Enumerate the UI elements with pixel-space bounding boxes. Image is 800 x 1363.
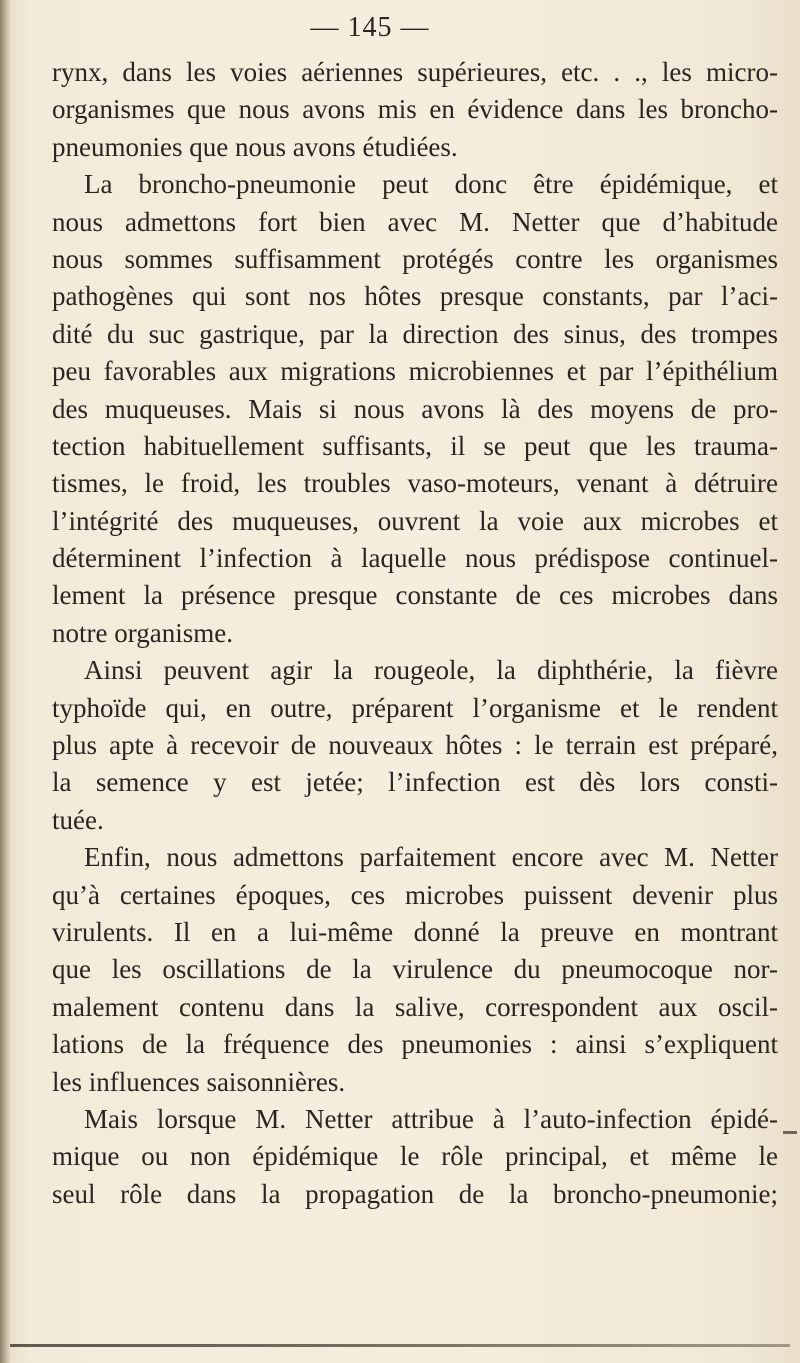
page-number: — 145 — xyxy=(310,12,430,43)
text-line: seul rôle dans la propagation de la broncho-pneumonie; xyxy=(52,1178,778,1209)
text-line: dité du suc gastrique, par la direction des sinus, des trompes xyxy=(52,318,778,349)
text-line: Mais lorsque M. Netter attribue à l’auto-infection épidé- xyxy=(84,1103,778,1134)
text-line: les influences saisonnières. xyxy=(52,1066,346,1097)
body-text xyxy=(52,54,778,1213)
text-line: organismes que nous avons mis en évidence dans les broncho- xyxy=(52,94,778,125)
text-line: peu favorables aux migrations microbiennes et par l’épithélium xyxy=(52,356,778,387)
book-spine-shadow xyxy=(0,0,10,1363)
text-line: des muqueuses. Mais si nous avons là des moyens de pro- xyxy=(52,393,778,424)
text-line: plus apte à recevoir de nouveaux hôtes : le terrain est préparé, xyxy=(52,730,778,761)
text-line: que les oscillations de la virulence du pneumocoque nor- xyxy=(52,954,778,985)
text-line: tuée. xyxy=(52,804,104,835)
text-line: déterminent l’infection à laquelle nous prédispose continuel- xyxy=(52,543,778,574)
text-line: tection habituellement suffisants, il se peut que les trauma- xyxy=(52,430,778,461)
text-line: qu’à certaines époques, ces microbes puissent devenir plus xyxy=(52,879,778,910)
text-line: Enfin, nous admettons parfaitement encore avec M. Netter xyxy=(84,842,778,873)
text-line: nous sommes suffisamment protégés contre les organismes xyxy=(52,243,778,274)
text-line: notre organisme. xyxy=(52,617,233,648)
text-line: la semence y est jetée; l’infection est dès lors consti- xyxy=(52,767,778,798)
text-line: l’intégrité des muqueuses, ouvrent la voie aux microbes et xyxy=(52,505,778,536)
text-line: lement la présence presque constante de ces microbes dans xyxy=(52,580,778,611)
text-line: La broncho-pneumonie peut donc être épidémique, et xyxy=(84,169,778,200)
text-line: rynx, dans les voies aériennes supérieures, etc. . ., les micro- xyxy=(52,57,778,87)
text-line: virulents. Il en a lui-même donné la preuve en montrant xyxy=(52,916,778,947)
text-line: nous admettons fort bien avec M. Netter que d’habitude xyxy=(52,206,778,237)
text-line: typhoïde qui, en outre, préparent l’organisme et le rendent xyxy=(52,692,778,723)
text-line: lations de la fréquence des pneumonies : ainsi s’expliquent xyxy=(52,1029,778,1060)
page-bottom-edge xyxy=(10,1344,790,1347)
text-line: pneumonies que nous avons étudiées. xyxy=(52,131,458,162)
text-line: mique ou non épidémique le rôle principal, et même le xyxy=(52,1141,778,1172)
text-line: pathogènes qui sont nos hôtes presque constants, par l’aci- xyxy=(52,281,778,312)
text-line: tismes, le froid, les troubles vaso-moteurs, venant à détruire xyxy=(52,468,778,499)
text-line: malement contenu dans la salive, correspondent aux oscil- xyxy=(52,991,778,1022)
margin-mark xyxy=(783,1131,797,1134)
text-line: Ainsi peuvent agir la rougeole, la diphthérie, la fièvre xyxy=(84,655,778,686)
